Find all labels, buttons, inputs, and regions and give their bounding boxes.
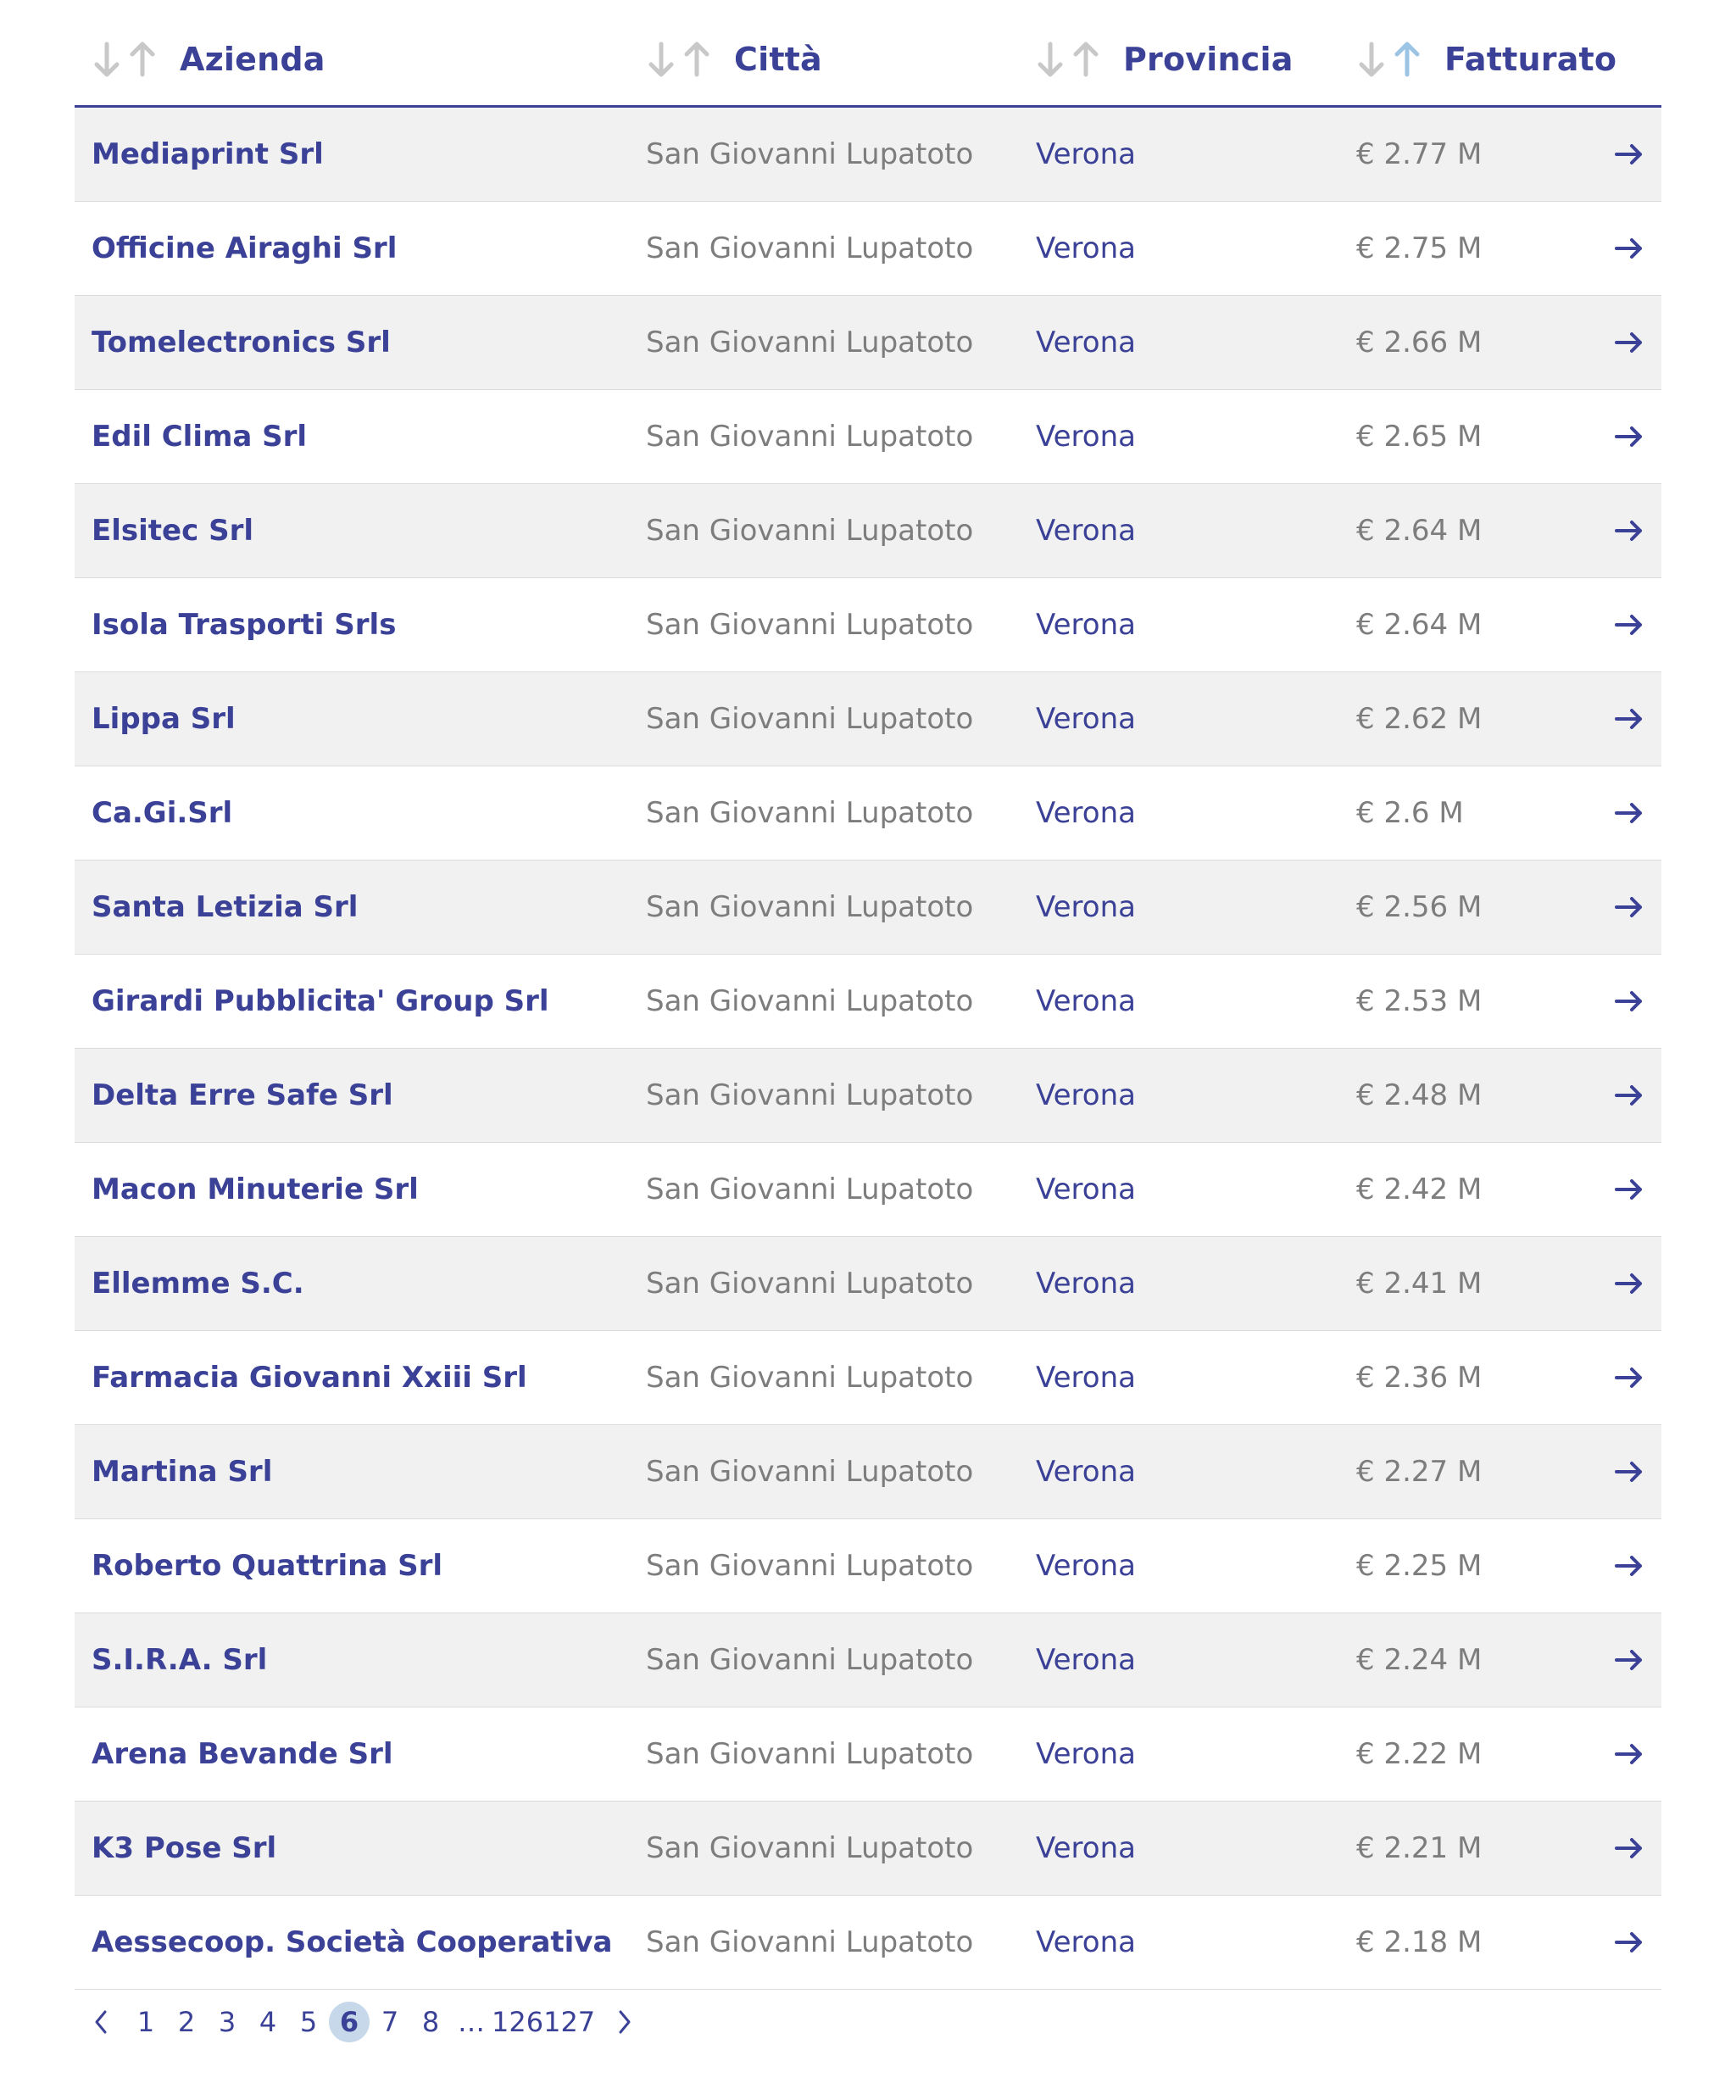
- company-name-link[interactable]: Elsitec Srl: [92, 514, 253, 548]
- table-row[interactable]: [75, 484, 1661, 578]
- company-province: Verona: [1036, 1078, 1136, 1112]
- company-revenue: € 2.27 M: [1356, 1455, 1483, 1489]
- arrow-right-icon[interactable]: [1612, 1049, 1646, 1142]
- company-city: San Giovanni Lupatoto: [646, 231, 974, 265]
- arrow-right-icon[interactable]: [1612, 1237, 1646, 1330]
- table-row[interactable]: [75, 1519, 1661, 1613]
- table-header: [75, 0, 1661, 108]
- table-row[interactable]: [75, 1049, 1661, 1143]
- arrow-right-icon[interactable]: [1612, 202, 1646, 295]
- header-label-provincia: Provincia: [1123, 41, 1294, 78]
- page-link-127[interactable]: 127: [543, 2006, 596, 2038]
- company-revenue: € 2.18 M: [1356, 1925, 1483, 1959]
- table-row[interactable]: [75, 1707, 1661, 1802]
- company-name-link[interactable]: Delta Erre Safe Srl: [92, 1078, 393, 1112]
- table-row[interactable]: [75, 1237, 1661, 1331]
- sort-header-provincia[interactable]: [1035, 37, 1294, 81]
- chevron-right-icon[interactable]: [604, 2002, 644, 2042]
- company-revenue: € 2.21 M: [1356, 1831, 1483, 1865]
- company-revenue: € 2.6 M: [1356, 796, 1464, 830]
- company-city: San Giovanni Lupatoto: [646, 984, 974, 1018]
- company-province: Verona: [1036, 1737, 1136, 1771]
- company-name-link[interactable]: Ellemme S.C.: [92, 1267, 304, 1301]
- table-row[interactable]: [75, 1896, 1661, 1990]
- company-province: Verona: [1036, 1925, 1136, 1959]
- company-province: Verona: [1036, 1831, 1136, 1865]
- company-revenue: € 2.42 M: [1356, 1173, 1483, 1206]
- company-city: San Giovanni Lupatoto: [646, 1078, 974, 1112]
- company-revenue: € 2.77 M: [1356, 137, 1483, 171]
- company-province: Verona: [1036, 1361, 1136, 1395]
- company-city: San Giovanni Lupatoto: [646, 1925, 974, 1959]
- company-name-link[interactable]: Macon Minuterie Srl: [92, 1173, 419, 1206]
- company-city: San Giovanni Lupatoto: [646, 1361, 974, 1395]
- company-name-link[interactable]: Isola Trasporti Srls: [92, 608, 397, 642]
- sort-arrows: [646, 37, 712, 81]
- sort-desc-icon[interactable]: [646, 37, 676, 81]
- company-city: San Giovanni Lupatoto: [646, 702, 974, 736]
- company-name-link[interactable]: K3 Pose Srl: [92, 1831, 277, 1865]
- company-province: Verona: [1036, 796, 1136, 830]
- company-province: Verona: [1036, 1173, 1136, 1206]
- arrow-right-icon[interactable]: [1612, 1143, 1646, 1236]
- table-row[interactable]: [75, 861, 1661, 955]
- table-row[interactable]: [75, 1425, 1661, 1519]
- company-name-link[interactable]: Girardi Pubblicita' Group Srl: [92, 984, 549, 1018]
- table-row[interactable]: [75, 578, 1661, 672]
- company-name-link[interactable]: Mediaprint Srl: [92, 137, 324, 171]
- page-link-3[interactable]: 3: [218, 2006, 236, 2038]
- sort-arrows: [1356, 37, 1422, 81]
- company-province: Verona: [1036, 608, 1136, 642]
- company-name-link[interactable]: Farmacia Giovanni Xxiii Srl: [92, 1361, 527, 1395]
- company-name-link[interactable]: Roberto Quattrina Srl: [92, 1549, 443, 1583]
- table-row[interactable]: [75, 1331, 1661, 1425]
- company-province: Verona: [1036, 702, 1136, 736]
- company-province: Verona: [1036, 420, 1136, 454]
- sort-arrows: [1035, 37, 1101, 81]
- sort-header-azienda[interactable]: [92, 37, 326, 81]
- sort-desc-icon[interactable]: [92, 37, 122, 81]
- arrow-right-icon[interactable]: [1612, 861, 1646, 954]
- company-revenue: € 2.41 M: [1356, 1267, 1483, 1301]
- company-city: San Giovanni Lupatoto: [646, 137, 974, 171]
- table-row[interactable]: [75, 296, 1661, 390]
- table-row[interactable]: [75, 108, 1661, 202]
- company-name-link[interactable]: Martina Srl: [92, 1455, 273, 1489]
- pagination: [81, 1997, 644, 2047]
- pagination-ellipsis: …: [458, 2006, 485, 2038]
- arrow-right-icon[interactable]: [1612, 1331, 1646, 1424]
- company-province: Verona: [1036, 984, 1136, 1018]
- company-name-link[interactable]: Santa Letizia Srl: [92, 890, 359, 924]
- company-city: San Giovanni Lupatoto: [646, 1831, 974, 1865]
- arrow-right-icon[interactable]: [1612, 1896, 1646, 1989]
- company-province: Verona: [1036, 1643, 1136, 1677]
- company-revenue: € 2.62 M: [1356, 702, 1483, 736]
- table-row[interactable]: [75, 1613, 1661, 1707]
- header-label-azienda: Azienda: [180, 41, 326, 78]
- company-name-link[interactable]: Lippa Srl: [92, 702, 236, 736]
- page-link-2[interactable]: 2: [177, 2006, 196, 2038]
- table-row[interactable]: [75, 390, 1661, 484]
- arrow-right-icon[interactable]: [1612, 1613, 1646, 1707]
- company-name-link[interactable]: S.I.R.A. Srl: [92, 1643, 268, 1677]
- arrow-right-icon[interactable]: [1612, 955, 1646, 1048]
- arrow-right-icon[interactable]: [1612, 1802, 1646, 1895]
- sort-desc-icon[interactable]: [1035, 37, 1066, 81]
- company-province: Verona: [1036, 1267, 1136, 1301]
- company-revenue: € 2.64 M: [1356, 514, 1483, 548]
- company-name-link[interactable]: Ca.Gi.Srl: [92, 796, 233, 830]
- page-link-8[interactable]: 8: [421, 2006, 440, 2038]
- company-name-link[interactable]: Officine Airaghi Srl: [92, 231, 398, 265]
- company-city: San Giovanni Lupatoto: [646, 1267, 974, 1301]
- company-revenue: € 2.24 M: [1356, 1643, 1483, 1677]
- company-province: Verona: [1036, 1549, 1136, 1583]
- sort-asc-icon[interactable]: [682, 37, 712, 81]
- company-city: San Giovanni Lupatoto: [646, 890, 974, 924]
- company-name-link[interactable]: Edil Clima Srl: [92, 420, 308, 454]
- arrow-right-icon[interactable]: [1612, 108, 1646, 201]
- sort-desc-icon[interactable]: [1356, 37, 1387, 81]
- sort-arrows: [92, 37, 158, 81]
- company-name-link[interactable]: Arena Bevande Srl: [92, 1737, 393, 1771]
- table-row[interactable]: [75, 1802, 1661, 1896]
- page-link-4[interactable]: 4: [259, 2006, 277, 2038]
- arrow-right-icon[interactable]: [1612, 1519, 1646, 1613]
- company-province: Verona: [1036, 137, 1136, 171]
- sort-header-citta[interactable]: [646, 37, 822, 81]
- sort-asc-icon[interactable]: [1071, 37, 1101, 81]
- header-label-fatturato: Fatturato: [1444, 41, 1617, 78]
- company-revenue: € 2.25 M: [1356, 1549, 1483, 1583]
- company-province: Verona: [1036, 890, 1136, 924]
- table-body: [75, 108, 1661, 1990]
- sort-header-fatturato[interactable]: [1356, 37, 1616, 81]
- company-city: San Giovanni Lupatoto: [646, 1643, 974, 1677]
- company-name-link[interactable]: Tomelectronics Srl: [92, 326, 391, 359]
- company-city: San Giovanni Lupatoto: [646, 1549, 974, 1583]
- company-city: San Giovanni Lupatoto: [646, 1455, 974, 1489]
- arrow-right-icon[interactable]: [1612, 1707, 1646, 1801]
- company-revenue: € 2.66 M: [1356, 326, 1483, 359]
- company-province: Verona: [1036, 231, 1136, 265]
- page-link-7[interactable]: 7: [381, 2006, 399, 2038]
- company-revenue: € 2.56 M: [1356, 890, 1483, 924]
- arrow-right-icon[interactable]: [1612, 390, 1646, 483]
- table-row[interactable]: [75, 955, 1661, 1049]
- table-row[interactable]: [75, 672, 1661, 766]
- page-link-126[interactable]: 126: [492, 2006, 544, 2038]
- header-label-citta: Città: [734, 41, 822, 78]
- arrow-right-icon[interactable]: [1612, 672, 1646, 766]
- table-row[interactable]: [75, 1143, 1661, 1237]
- arrow-right-icon[interactable]: [1612, 1425, 1646, 1518]
- arrow-right-icon[interactable]: [1612, 766, 1646, 860]
- sort-asc-icon[interactable]: [127, 37, 158, 81]
- page-link-6[interactable]: 6: [329, 2002, 370, 2042]
- chevron-left-icon[interactable]: [81, 2002, 122, 2042]
- arrow-right-icon[interactable]: [1612, 484, 1646, 577]
- company-revenue: € 2.53 M: [1356, 984, 1483, 1018]
- company-revenue: € 2.75 M: [1356, 231, 1483, 265]
- company-city: San Giovanni Lupatoto: [646, 514, 974, 548]
- company-city: San Giovanni Lupatoto: [646, 1737, 974, 1771]
- companies-table: [75, 0, 1661, 1990]
- company-province: Verona: [1036, 1455, 1136, 1489]
- table-row[interactable]: [75, 766, 1661, 861]
- company-city: San Giovanni Lupatoto: [646, 608, 974, 642]
- company-city: San Giovanni Lupatoto: [646, 326, 974, 359]
- company-revenue: € 2.22 M: [1356, 1737, 1483, 1771]
- table-row[interactable]: [75, 202, 1661, 296]
- company-revenue: € 2.65 M: [1356, 420, 1483, 454]
- company-revenue: € 2.64 M: [1356, 608, 1483, 642]
- arrow-right-icon[interactable]: [1612, 296, 1646, 389]
- page-link-1[interactable]: 1: [136, 2006, 155, 2038]
- company-city: San Giovanni Lupatoto: [646, 796, 974, 830]
- company-province: Verona: [1036, 514, 1136, 548]
- company-name-link[interactable]: Aessecoop. Società Cooperativa: [92, 1925, 613, 1959]
- company-province: Verona: [1036, 326, 1136, 359]
- page-link-5[interactable]: 5: [299, 2006, 318, 2038]
- company-revenue: € 2.48 M: [1356, 1078, 1483, 1112]
- sort-asc-icon-active[interactable]: [1392, 37, 1422, 81]
- company-city: San Giovanni Lupatoto: [646, 1173, 974, 1206]
- company-city: San Giovanni Lupatoto: [646, 420, 974, 454]
- arrow-right-icon[interactable]: [1612, 578, 1646, 671]
- company-revenue: € 2.36 M: [1356, 1361, 1483, 1395]
